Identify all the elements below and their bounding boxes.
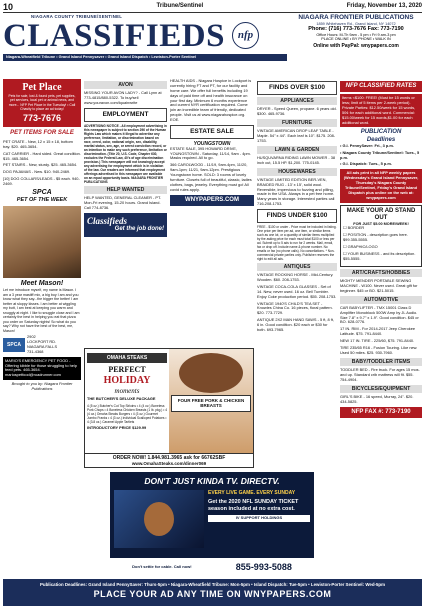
avon-listing: MISSING YOUR AVON LADY? - Call Lynn at 773-4815/880-5322. To buy/sell www.youravon.com/lquainwrite [84,90,162,105]
spca-logo: SPCA [3,338,25,352]
listing-rocking-horse: VINTAGE ROCKING HORSE - Mid-Century. Wooden. $60. 208-1753. [257,272,334,283]
pet-place-box [3,79,81,127]
antiques-heading: ANTIQUES [257,263,337,271]
company-phone: Phone: (716) 773-7676 Fax: 773-7190 [308,26,404,33]
omaha-order[interactable]: ORDER NOW! 1.844.981.3965 ask for 66762SBF [112,454,226,461]
omaha-headline1: PERFECT [108,365,146,374]
classifieds-promo [84,213,167,237]
option-graphic-label: GRAPHIC/LOGO [347,244,378,250]
all-ads-note: All ads print in all NFP weekly papers (Wednesday's Grand Island Pennysaver, Thursday's Niagara County Tribune/Sentinel, Friday's Grand Island Dispatch plus online on the web at: wnypapers.com [340,169,422,202]
spca-heading: SPCA [32,188,52,196]
deadline-tribune: • Niagara County Tribune/Sentinel: Tues., 5 p.m. [340,149,420,160]
checkbox-icon: ☐ [343,225,348,231]
automotive-heading: AUTOMOTIVE [340,296,422,304]
paper-name: Tribune/Sentinel [156,3,204,10]
bicycles-heading: BICYCLES/EQUIPMENT [340,385,422,393]
help-wanted-listing: HELP WANTED, GENERAL CLEANER - PT. Mon-Fri evening, 15-20 hours. Grand Island. Call 774-8736. [84,194,162,210]
directv-ad [110,472,314,576]
rates-text: Items <$100: FREE! (Must be 15 words or less; limit of 5 items per 2-week period). Private Parties: $12.50/week for 15 words, 50¢ for each additional word. Commercial: $15.00/week for 15 words,$1.00 for each additional word. [340,94,422,127]
top-bar [3,2,422,13]
player-icon [144,502,174,536]
finds-under-heading: FINDS UNDER $100 [257,209,337,223]
omaha-brand: OMAHA STEAKS [87,353,167,363]
furniture-heading: FURNITURE [257,119,337,127]
free-ads-rules: FREE - $100 or under - Price must be included in listing. One price per item per ad, one item, or similar items such as one lot, or a quantity of similar items multiplied by the asking price for each must total $100 or less per ad. Submit up to 5 ads to run for 2 weeks. Mail, email, fax or drop off. Include name & phone number. No emails or fax (no phone calls). No cancellations. * Non-commercial private parties only. Publisher reserves the right to edit all ads. [257,224,337,261]
help-wanted-heading: HELP WANTED [84,186,167,194]
footer-cta[interactable]: PLACE YOUR AD ANY TIME ON WNYPAPERS.COM [93,589,332,600]
omaha-right [169,349,253,467]
omaha-order-bar [85,453,253,467]
stand-out-sub: FOR JUST $5.00 MORE/WEEK! [353,221,409,226]
pet-place-text: Pets for sale, lost & found pets, pet supplies, pet services, local pet or animal news, and more... NFP Pet Place in the Tuesday! • Call Chasity to place an ad today! [8,94,76,111]
spca-address-block [3,335,81,355]
listing-tea-set: VINTAGE 1940'S CHILD'S TEA SET - Knowles China Co. 16 pieces, floral pattern. $20. 773-7729. [257,300,333,316]
stand-out-box [340,205,422,267]
directv-cta: Don't settle for cable. Call now! [132,563,192,569]
spca-addr-line3: NIAGARA FALLS [27,343,58,349]
dog-photo [3,206,81,278]
omaha-headline2: HOLIDAY [103,374,151,386]
option-position-label: POSITION - description goes here. $99.355-5555. [343,232,408,243]
listing-coca-cola-glasses: VINTAGE COCA-COLA GLASSES - Set of 14. New, never used. 16 oz. Bell Tumbler. Enjoy Coke production period. $55. 208-1753. [257,283,337,299]
option-border-label: BORDER [347,225,365,231]
spca-subheading: PET OF THE WEEK [16,197,68,204]
listing-dog-collars: [10] DOG COLLARS/LEADS - $5 each. 940-2469. [3,176,80,187]
issue-date: Friday, November 13, 2020 [346,3,422,10]
checkbox-icon: ☐ [343,244,348,250]
appliances-heading: APPLIANCES [257,97,337,105]
option-border[interactable] [343,226,419,231]
listing-dryer: DRYER - Speed Queen, propane. 6 years old. $300. 465-9736. [257,106,337,116]
company-address: 1859 Whitehaven Rd., Grand Island, NY 14072 [316,21,396,26]
omaha-price: INTRODUCTORY PRICE $129.99 [87,424,147,430]
listing-toddler-bed: TODDLER BED - Fire truck. For ages 15 mos. and up. Standard crib mattress will fit. $55. 754-4904. [340,366,420,382]
pet-place-title: Pet Place [22,82,62,93]
spca-address [27,335,57,355]
estate-sale-heading: ESTATE SALE [170,125,254,139]
listing-girls-bike: GIRL'S BIKE - 16 speed, Murray, 24". $20. 434-5825. [340,393,414,404]
masthead-supertitle: NIAGARA COUNTY TRIBUNE/SENTINEL [31,14,123,19]
listing-braided-rug: VINTAGE LIMITED EDITION BER-VEN, BRAIDED RUG - 13' x 15', solid wool. Reversible, impervious to fuzzing and pilling, made in the USA. Always in a pet free home. Many years in storage. Interested parties call 716-208-1753. [257,176,335,207]
listing-lawn-mower: HUSQUVARNA RIDING LAWN MOWER - 38 inch cut, 15.5 HP. $1,200. 775-0145. [257,154,336,165]
option-graphic[interactable] [343,245,419,250]
arts-heading: ART/CRAFTS/HOBBIES [340,269,422,277]
omaha-url[interactable]: www.OmahaSteaks.com/dinner069 [131,460,207,466]
employment-heading: EMPLOYMENT [84,108,167,122]
omaha-left [85,349,169,467]
wnypapers-banner[interactable]: WNYPAPERS.COM [170,195,254,206]
nfp-logo: nfp [232,22,259,49]
page-number: 10 [3,2,14,12]
online-link[interactable]: Online with PayPal: wnypapers.com [313,43,399,50]
mario-pet-food: MARIO'S EMERGENCY PET FOOD - Offering kibble for those struggling to help feed pets. 465-3654. mariospetfood@roadrunner.com [3,357,81,381]
option-business[interactable] [343,252,419,262]
housewares-heading: HOUSEWARES [257,168,337,176]
health-aids-listing: HEALTH AIDS - Niagara Hospice in Lockport is currently hiring FT and PT, for our facility and home care. We offer full benefits including 19 days of paid time off and health insurance on your first day. Minimum 6 months experience and current NYR certification required. Come join an incredible team of friendly, dedicated people. Visit us at www.niagarahospice.org. EOE. [170,79,252,122]
promo-title: Classifieds [87,215,128,226]
omaha-steaks-ad [84,348,254,468]
footer-deadlines: Publication Deadlines: Grand Island PennySaver: Thurs-5pm • Niagara-Wheatfield Tribune: Mon-5pm • Island Dispatch: Tue-5pm • Lewiston-Porter Sentinel: Wed-5pm [39,582,385,587]
meet-heading: Meet Mason! [20,279,64,287]
rates-heading: NFP CLASSIFIED RATES [340,81,422,92]
column-pets [3,79,81,578]
spca-addr-line2: LOCKPORT RD. [27,339,57,345]
listing-tire-17: NEW 17 IN. TIRE - 225/60, $75. 791-8440. [340,338,415,344]
avon-heading: AVON [84,81,167,89]
listing-cat-carrier: CAT CARRIER - Hard sided. Great condition. $15. 465-3654. [3,150,81,161]
omaha-free-offer: FOUR FREE PORK & CHICKEN BREASTS [171,395,251,412]
listing-sewing-machine: MIGHTY MENDER PORTABLE SEWING MACHINE - W100. Never used. Great gift for beginner. $45 or BO. $21-5015. [340,277,418,293]
omaha-items: 4 (5 oz.) Butcher's Cut Top Sirloins • 4 (4 oz.) Boneless Pork Chops • 4 Boneless Chicken Breasts (1 lb. pkg.) • 4 (4 oz.) Omaha Steaks Burgers • 4 (3 oz.) Gourmet Jumbo Franks • 4 (3 oz.) Individual Scalloped Potatoes • 4 (3.8 oz.) Caramel Apple Tartlets [87,403,168,424]
listing-drop-leaf-table: VINTAGE AMERICAN DROP LEAF TABLE - Maple. 54" x 44". Each leaf is 10". $175. 208-1753. [257,128,336,143]
masthead-contact [290,14,422,64]
baby-heading: BABY/TODDLER ITEMS [340,358,422,366]
listing-tire-235: TIRE 235/65 R16 - Fusion Touring. Like new. Used 50 miles. $25. 930-7960. [340,344,418,355]
option-position[interactable] [343,233,419,243]
youngstown-subheading: YOUNGSTOWN [193,140,231,147]
checkbox-icon: ☐ [343,250,348,256]
footer-bar [3,579,422,606]
brought-by: Brought to you by: Niagara Frontier Publications [11,381,73,392]
promo-subtitle: Get the job done! [114,226,164,233]
directv-promo: Get the 2020 NFL SUNDAY TICKET season included at no extra cost. [208,499,299,512]
office-hours: Office Hours: M-Th 9am - 5 pm • Fri 9 am-3 pm [316,32,396,37]
spca-addr-line4: 731-4368 [27,348,44,354]
pet-items-heading: PET ITEMS FOR SALE [10,129,74,136]
omaha-package: THE BUTCHER'S DELUXE PACKAGE [87,395,156,401]
pet-place-phone[interactable]: 773-7676 [22,113,62,123]
fax-banner: NFP FAX #: 773-7190 [340,407,422,418]
employment-notice: ADVERTISING NOTICE - All employment advertising in this newspaper is subject to section 296 of the Human Rights Law which makes it illegal to advertise any preference, limitation, or discrimination based on race, creed, color, national origin, sex, disability, marital status, sex, age, or arrest conviction record, or an intention to make any such preference, limitation or discrimination. (Title 20, U.S. Code, Chapter 630, excludes the Federal Law, 40's of age discrimination provision.) This newspaper will not knowingly accept any advertising for employment which is in violation of the law. Our readers are informed that employment offerings advertised in this newspaper are available on an equal opportunity basis. NIAGARA FRONTIER PUBLICATIONS [84,123,167,184]
steak-photo [179,353,243,393]
option-business-label: YOUR BUSINESS - and its description. $55-5555. [343,250,416,261]
masthead [3,14,422,78]
lawn-garden-heading: LAWN & GARDEN [257,146,337,154]
masthead-title: CLASSIFIEDS [3,18,225,55]
company-name: NIAGARA FRONTIER PUBLICATIONS [298,14,414,21]
deadlines-heading2: Deadlines [366,136,396,143]
column-rates [340,79,422,578]
estate-sale-howard: ESTATE SALE, 395 HOWARD DRIVE, YOUNGSTOWN - Saturday, 11/14, 9am - 4pm. Masks required. All to go. [170,145,251,161]
directv-offer: EVERY LIVE GAME. EVERY SUNDAY [208,490,296,497]
deadlines-heading: PUBLICATION [360,129,402,136]
listing-dog-pajamas: DOG PAJAMAS - New. $10. 940-2469. [3,169,71,175]
deadline-dispatch: • G.I. Dispatch: Tues., 5 p.m. [340,161,392,167]
deadline-pennysaver: • G.I. PennySaver: Fri., 3 p.m. [340,142,394,148]
football-photo [114,490,204,548]
estate-sale-carolwood: 366 CAROLWOOD - 11/19, 9am-4pm, 11/20, 9am-1pm; 11/21, 9am-12pm. Prestigious Youngstown home. SOLD: 3 rooms of lovely furniture. Closets full of beautiful, classic, ladies clothes, bags, jewelry. Everything must go! All covid rules apply. [170,162,252,192]
stand-out-heading: MAKE YOUR AD STAND OUT [346,207,416,221]
directv-badge: IV SUPPORT HOLDINGS [208,515,310,522]
listing-amplifier: CAR BABYLIFTER - TMX 15001 Class D Amplifier Monoblock 500W Amp by JL Audio. Size 7.8" x 9.7" x 1.9". Good condition. $45 or BO. 628-0776. [340,304,419,325]
meet-text: Let me introduce myself, my name is Mason. I am a 3 year mastiff mix, a big boy I am and you know what they say...the bigger the better! I am better at sloppy kisses. I am better at wiggling my butt, I am best at keeping you warm and snuggly at night. I like to snuggle close and I am certainly the best in helping you eat that pizza you order on Saturday nights! So what do you say? Why not have the best of the best, me, Mason! [3,288,80,333]
finds-over-heading: FINDS OVER $100 [257,81,337,95]
listing-pet-stairs: PET STAIRS - New, sturdy. $25. 465-3654. [3,162,78,168]
listing-hand-saws: ANTIQUE 2X2 MAN HAND SAWS - 5 ft, 8 ft, 6 in. Good condition. $20 each or $30 for both. 693-7965. [257,317,335,332]
directv-phone[interactable]: 855-993-5088 [235,561,292,572]
directv-headline: DON'T JUST KINDA TV. DIRECTV. [144,476,280,486]
listing-rim: 17 IN. RIM - For 2014-2017 Jeep Cherokee Latitude. $75. 791-8440. [340,326,416,337]
spca-addr-line1: 2902 [27,334,36,340]
publications-strip: Niagara-Wheatfield Tribune • Grand Island Pennysaver • Grand Island Dispatch • Lewiston-Porter Sentinel [3,54,287,61]
checkbox-icon: ☐ [343,232,348,238]
listing-pet-crate: PET CRATE - New, 12 x 15 x 18, bottom tray. $20. 465-3654. [3,138,73,149]
place-methods: PLACE ONLINE • BY PHONE • WALK IN [321,37,391,42]
omaha-headline3: moments [114,386,140,395]
